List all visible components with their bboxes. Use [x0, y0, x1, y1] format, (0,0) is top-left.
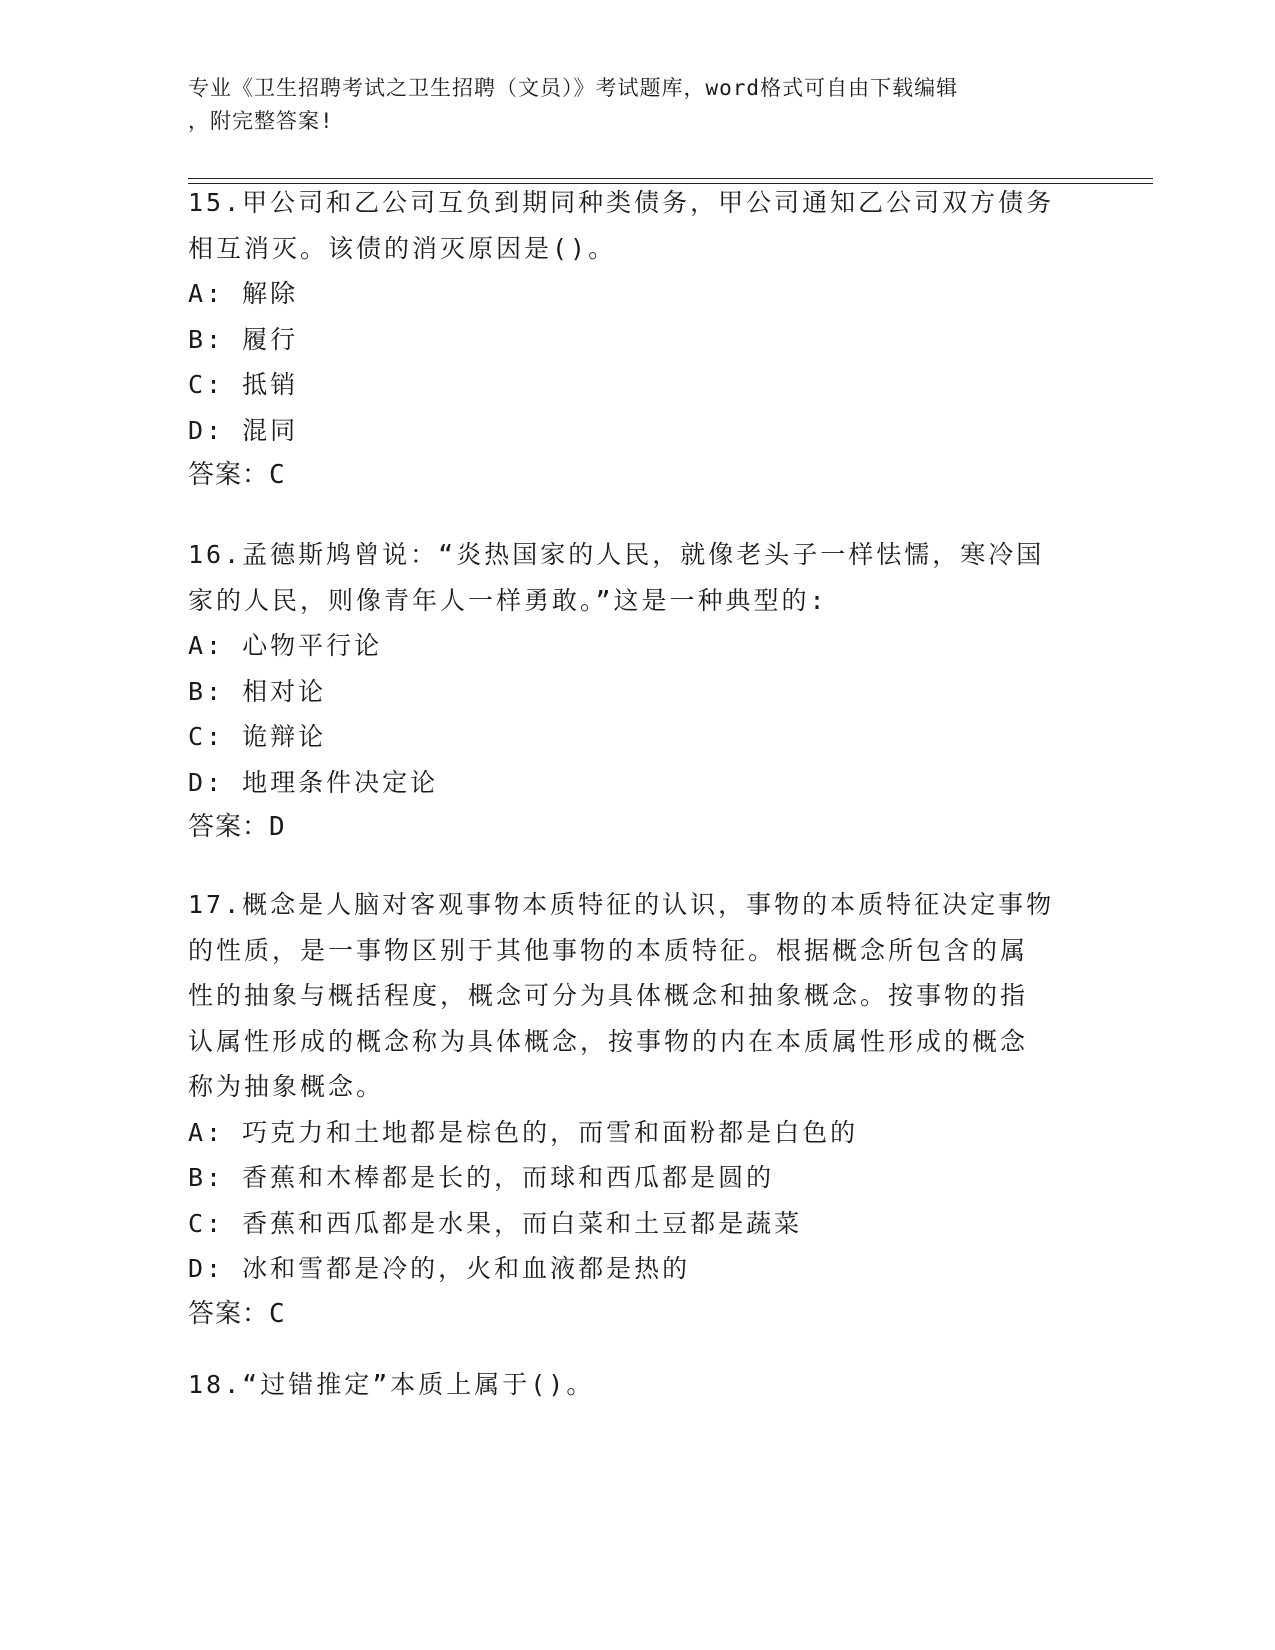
option-b: B: 履行	[188, 324, 299, 354]
option-c: C: 香蕉和西瓜都是水果，而白菜和土豆都是蔬菜	[188, 1208, 803, 1238]
question-18	[188, 1362, 1088, 1408]
question-15	[188, 180, 1088, 499]
option-c: C: 诡辩论	[188, 722, 327, 751]
question-stem-line: 18.“过错推定”本质上属于()。	[188, 1370, 595, 1399]
answer-label: 答案：	[188, 1298, 270, 1329]
question-stem-line: 性的抽象与概括程度，概念可分为具体概念和抽象概念。按事物的指	[188, 981, 1029, 1010]
option-d: D: 地理条件决定论	[188, 767, 439, 797]
option-a: A: 巧克力和土地都是棕色的，而雪和面粉都是白色的	[188, 1117, 859, 1147]
option-c: C: 抵销	[188, 370, 299, 399]
option-a: A: 心物平行论	[188, 631, 383, 660]
question-stem-line: 16.孟德斯鸠曾说：“炎热国家的人民，就像老头子一样怯懦，寒冷国	[188, 540, 1045, 569]
answer-value: C	[269, 460, 286, 490]
answer-label: 答案：	[188, 812, 270, 842]
question-stem-line: 相互消灭。该债的消灭原因是()。	[188, 233, 617, 263]
answer-line	[188, 805, 1088, 851]
option-d: D: 冰和雪都是冷的，火和血液都是热的	[188, 1254, 691, 1283]
question-16	[188, 532, 1088, 851]
answer-label: 答案：	[188, 460, 270, 490]
header-line-1: 专业《卫生招聘考试之卫生招聘（文员）》考试题库，word格式可自由下载编辑	[188, 76, 959, 100]
header-line-2: ，附完整答案!	[188, 109, 334, 133]
option-a: A: 解除	[188, 279, 299, 308]
answer-line	[188, 1292, 1088, 1338]
option-b: B: 相对论	[188, 676, 327, 706]
answer-value: D	[269, 812, 286, 842]
question-17	[188, 882, 1088, 1337]
answer-line	[188, 453, 1088, 499]
option-b: B: 香蕉和木棒都是长的，而球和西瓜都是圆的	[188, 1163, 775, 1192]
question-stem-line: 15.甲公司和乙公司互负到期同种类债务，甲公司通知乙公司双方债务	[188, 188, 1055, 217]
question-stem-line: 17.概念是人脑对客观事物本质特征的认识，事物的本质特征决定事物	[188, 890, 1055, 919]
question-stem-line: 家的人民，则像青年人一样勇敢。”这是一种典型的:	[188, 585, 828, 615]
answer-value: C	[269, 1298, 286, 1329]
question-stem-line: 认属性形成的概念称为具体概念，按事物的内在本质属性形成的概念	[188, 1026, 1029, 1056]
question-stem-line: 的性质，是一事物区别于其他事物的本质特征。根据概念所包含的属	[188, 935, 1029, 965]
option-d: D: 混同	[188, 415, 299, 445]
document-header	[188, 72, 1088, 138]
question-stem-line: 称为抽象概念。	[188, 1072, 385, 1101]
